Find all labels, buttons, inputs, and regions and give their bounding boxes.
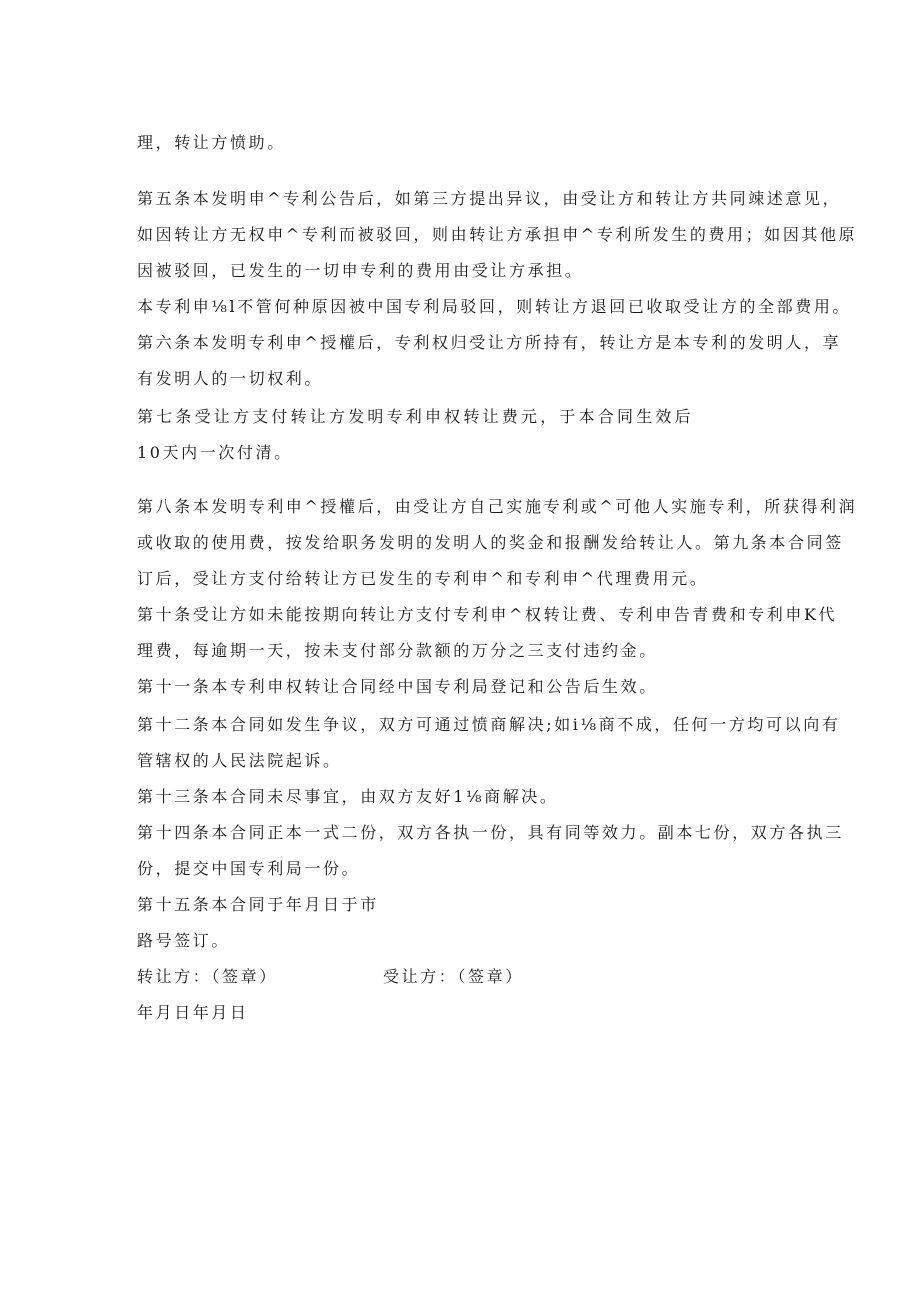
- article-9-line-1: 订后，受让方支付给转让方已发生的专利申^和专利申^代理费用元。: [137, 569, 709, 588]
- article-14-line-2: 份，提交中国专利局一份。: [137, 859, 361, 878]
- article-8-line-1: 第八条本发明专利申^授權后，由受让方自己实施专利或^可他人实施专利，所获得利润: [137, 497, 858, 516]
- article-7-line-2: 10天内一次付清。: [137, 443, 293, 462]
- article-6-line-2: 有发明人的一切权利。: [137, 369, 324, 388]
- paragraph-line-1: 理，转让方愤助。: [137, 133, 286, 152]
- article-15-line-1: 第十五条本合同于年月日于市: [137, 895, 379, 914]
- article-8-line-2: 或收取的使用费，按发给职务发明的发明人的奖金和报酬发给转让人。第九条本合同签: [137, 533, 844, 552]
- article-10-line-1: 第十条受让方如未能按期向转让方支付专利申^权转让费、专利申告青费和专利申K代: [137, 605, 838, 624]
- article-14-line-1: 第十四条本合同正本一式二份，双方各执一份，具有同等效力。副本七份，双方各执三: [137, 823, 844, 842]
- signature-transferee: 受让方：（签章）: [383, 967, 524, 986]
- article-15-line-2: 路号签订。: [137, 931, 231, 950]
- article-11-line-1: 第十一条本专利申权转让合同经中国专利局登记和公告后生效。: [137, 677, 658, 696]
- article-12-line-2: 管辖权的人民法院起诉。: [137, 751, 342, 770]
- article-5-line-4: 本专利申⅛l不管何种原因被中国专利局驳回，则转让方退回已收取受让方的全部费用。: [137, 297, 852, 316]
- article-13-line-1: 第十三条本合同未尽事宜，由双方友好1⅛商解决。: [137, 787, 559, 806]
- article-12-line-1: 第十二条本合同如发生争议，双方可通过愤商解决;如i⅛商不成，任何一方均可以向有: [137, 715, 841, 734]
- date-line: 年月日年月日: [137, 1003, 249, 1022]
- article-5-line-2: 如因转让方无权申^专利而被驳回，则由转让方承担申^专利所发生的费用；如因其他原: [137, 225, 858, 244]
- article-6-line-1: 第六条本发明专利申^授權后，专利权归受让方所持有，转让方是本专利的发明人，享: [137, 333, 842, 352]
- article-5-line-1: 第五条本发明申^专利公告后，如第三方提出异议，由受让方和转让方共同竦述意见，: [137, 189, 842, 208]
- article-5-line-3: 因被驳回，已发生的一切申专利的费用由受让方承担。: [137, 261, 584, 280]
- article-7-line-1: 第七条受让方支付转让方发明专利申权转让费元，于本合同生效后: [137, 407, 694, 426]
- article-10-line-2: 理费，每逾期一天，按未支付部分款额的万分之三支付违约金。: [137, 641, 658, 660]
- signature-transferor: 转让方：（签章）: [137, 967, 278, 986]
